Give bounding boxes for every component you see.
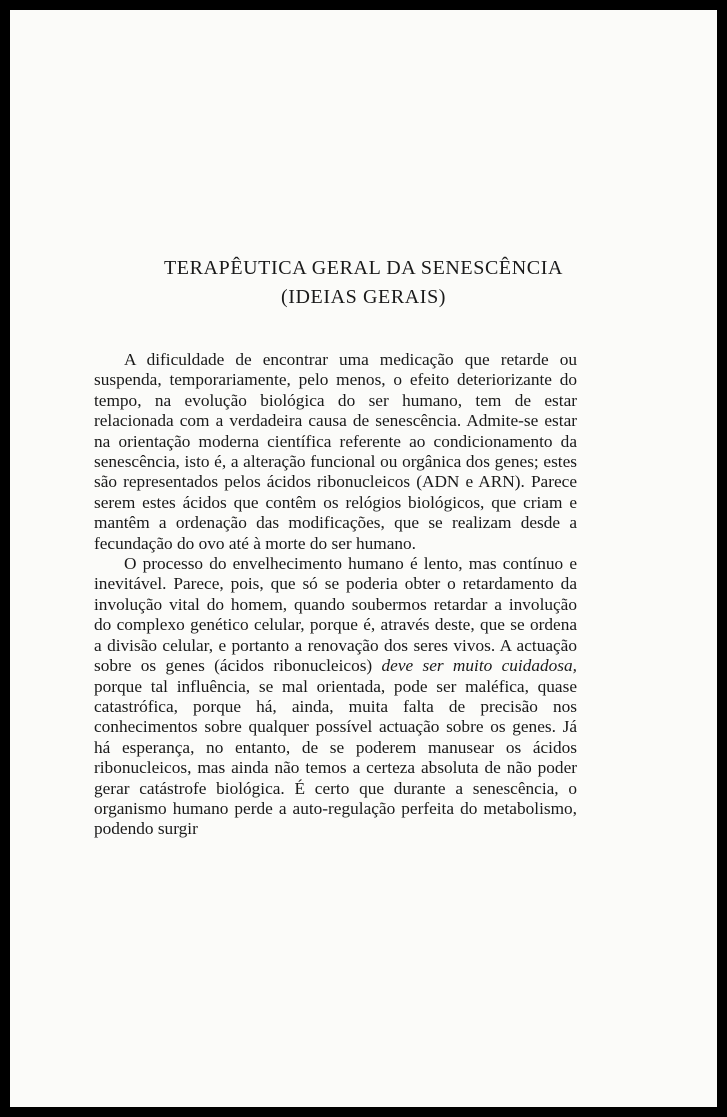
paragraph-text: porque tal influência, se mal orientada, pode ser maléfica, quase catastrófica, porque há, ainda, muita falta de precisão nos conhecimentos sobre qualquer possível actuação sobre os genes. Já há esperança, no entanto, de se poderem manusear os ácidos ribonucleicos, mas ainda não temos a certeza absoluta de não poder gerar catástrofe biológica. É certo que durante a senescência, o organismo humano perde a auto-regulação perfeita do metabolismo, podendo surgir	[94, 676, 577, 839]
page-title: TERAPÊUTICA GERAL DA SENESCÊNCIA	[163, 257, 564, 279]
paragraph: A dificuldade de encontrar uma medicação que retarde ou suspenda, temporariamente, pelo menos, o efeito deteriorizante do tempo, na evolução biológica do ser humano, tem de estar relacionada com a verdadeira causa de senescência. Admite-se estar na orientação moderna científica referente ao condicionamento da senescência, isto é, a alteração funcional ou orgânica dos genes; estes são representados pelos ácidos ribonucleicos (ADN e ARN). Parece serem estes ácidos que contêm os relógios biológicos, que criam e mantêm a ordenação das modificações, que se realizam desde a fecundação do ovo até à morte do ser humano.	[94, 350, 577, 553]
body-text	[94, 350, 577, 840]
italic-text: deve ser muito cuidadosa,	[381, 656, 577, 676]
paragraph	[94, 554, 577, 840]
paragraph-text: O processo do envelhecimento humano é lento, mas contínuo e inevitável. Parece, pois, que só se poderia obter o retardamento da involução vital do homem, quando soubermos retardar a involução do complexo genético celular, porque é, através deste, que se ordena a divisão celular, e portanto a renovação dos seres vivos. A actuação sobre os genes (ácidos ribonucleicos)	[94, 554, 577, 676]
page-subtitle: (IDEIAS GERAIS)	[280, 286, 447, 308]
document-page	[10, 10, 717, 1107]
